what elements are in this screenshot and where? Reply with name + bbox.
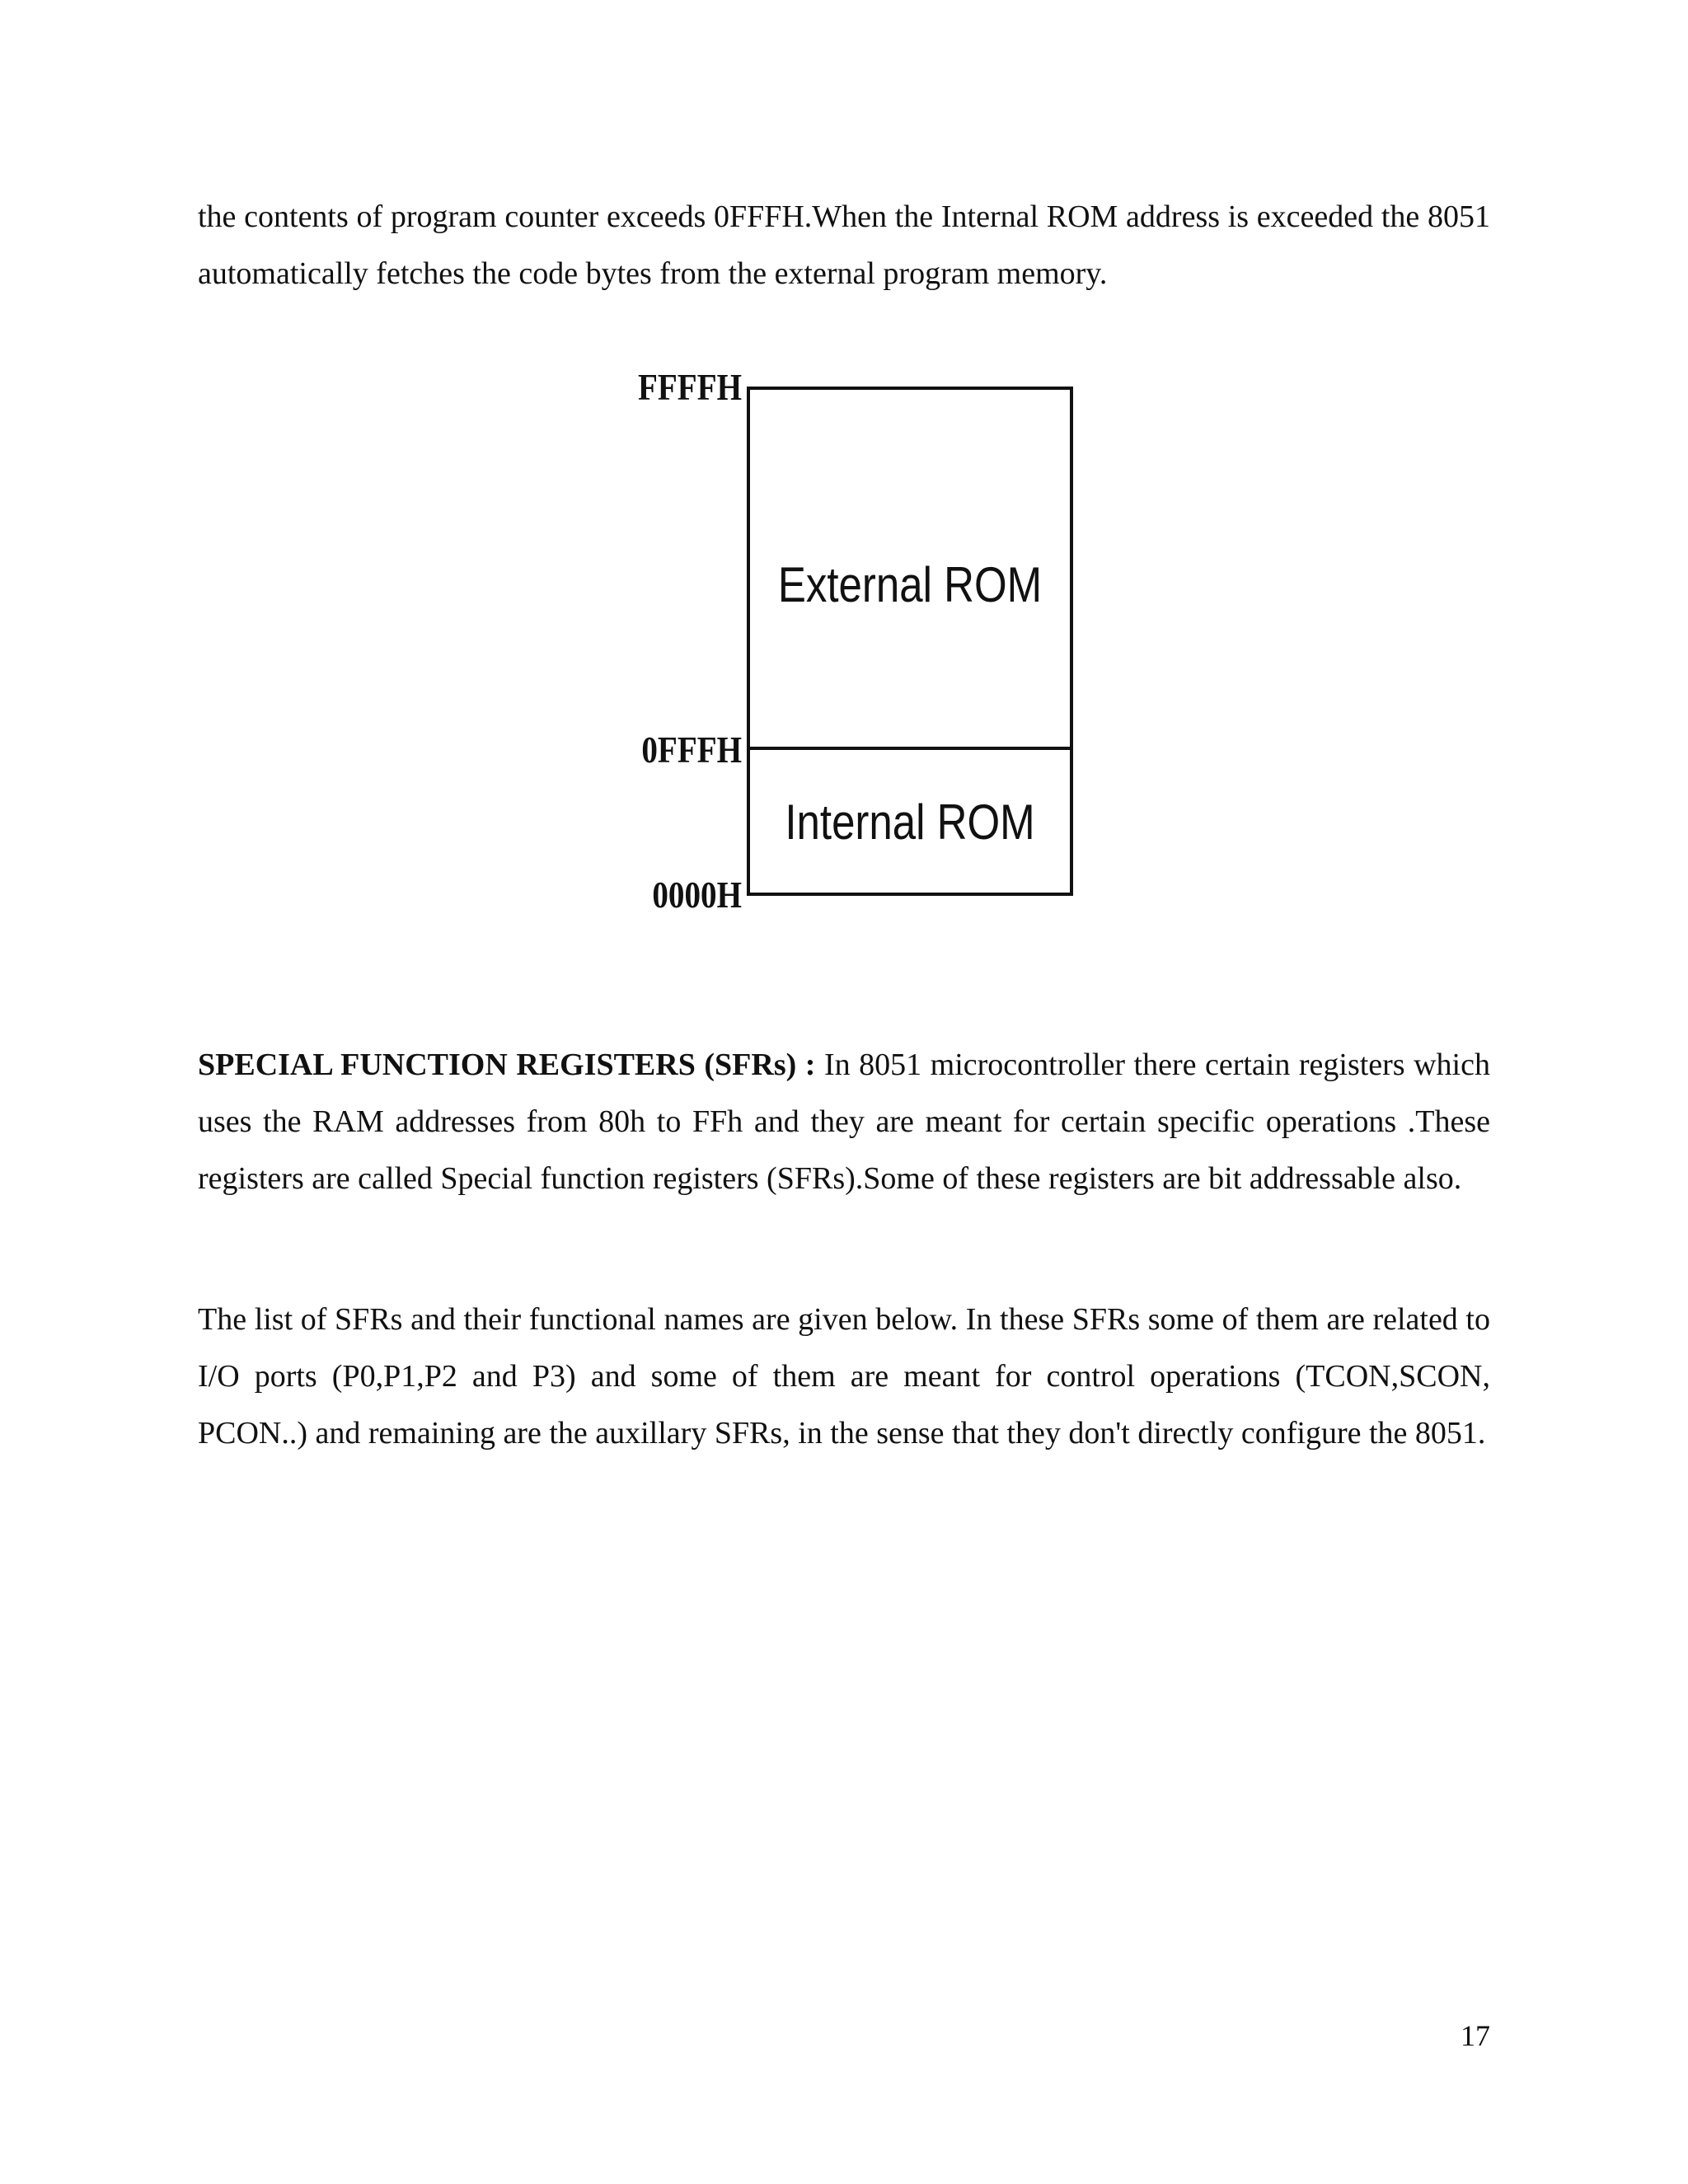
address-label-0000h: 0000H — [652, 874, 742, 916]
address-label-0fffh: 0FFFH — [641, 729, 742, 771]
sfr-body: In 8051 microcontroller there certain registers which uses the RAM addresses from 80h to FFh and they are meant for certain specific operations .These registers are called Special function registers (SFRs).Some of these registers are bit addressable also. — [198, 1047, 1490, 1196]
paragraph-intro: the contents of program counter exceeds 0FFFH.When the Internal ROM address is exceeded the 8051 automatically fetches the code bytes from the external program memory. — [198, 199, 1490, 291]
internal-rom-label: Internal ROM — [785, 794, 1035, 850]
address-label-ffffh: FFFFH — [638, 366, 742, 408]
memory-map-diagram — [577, 363, 1104, 923]
sfr-heading: SPECIAL FUNCTION REGISTERS (SFRs) : — [198, 1047, 816, 1082]
memory-divider — [747, 747, 1073, 750]
page-number: 17 — [1461, 2019, 1490, 2052]
paragraph-sfr-list: The list of SFRs and their functional names are given below. In these SFRs some of them are related to I/O ports (P0,P1,P2 and P3) and some of them are meant for control operations (TCON,SCON, PCON..) and remaining are the auxillary SFRs, in the sense that they don't directly configure the 8051. — [198, 1302, 1490, 1451]
external-rom-label: External ROM — [777, 557, 1043, 612]
paragraph-sfr — [198, 1037, 1490, 1207]
